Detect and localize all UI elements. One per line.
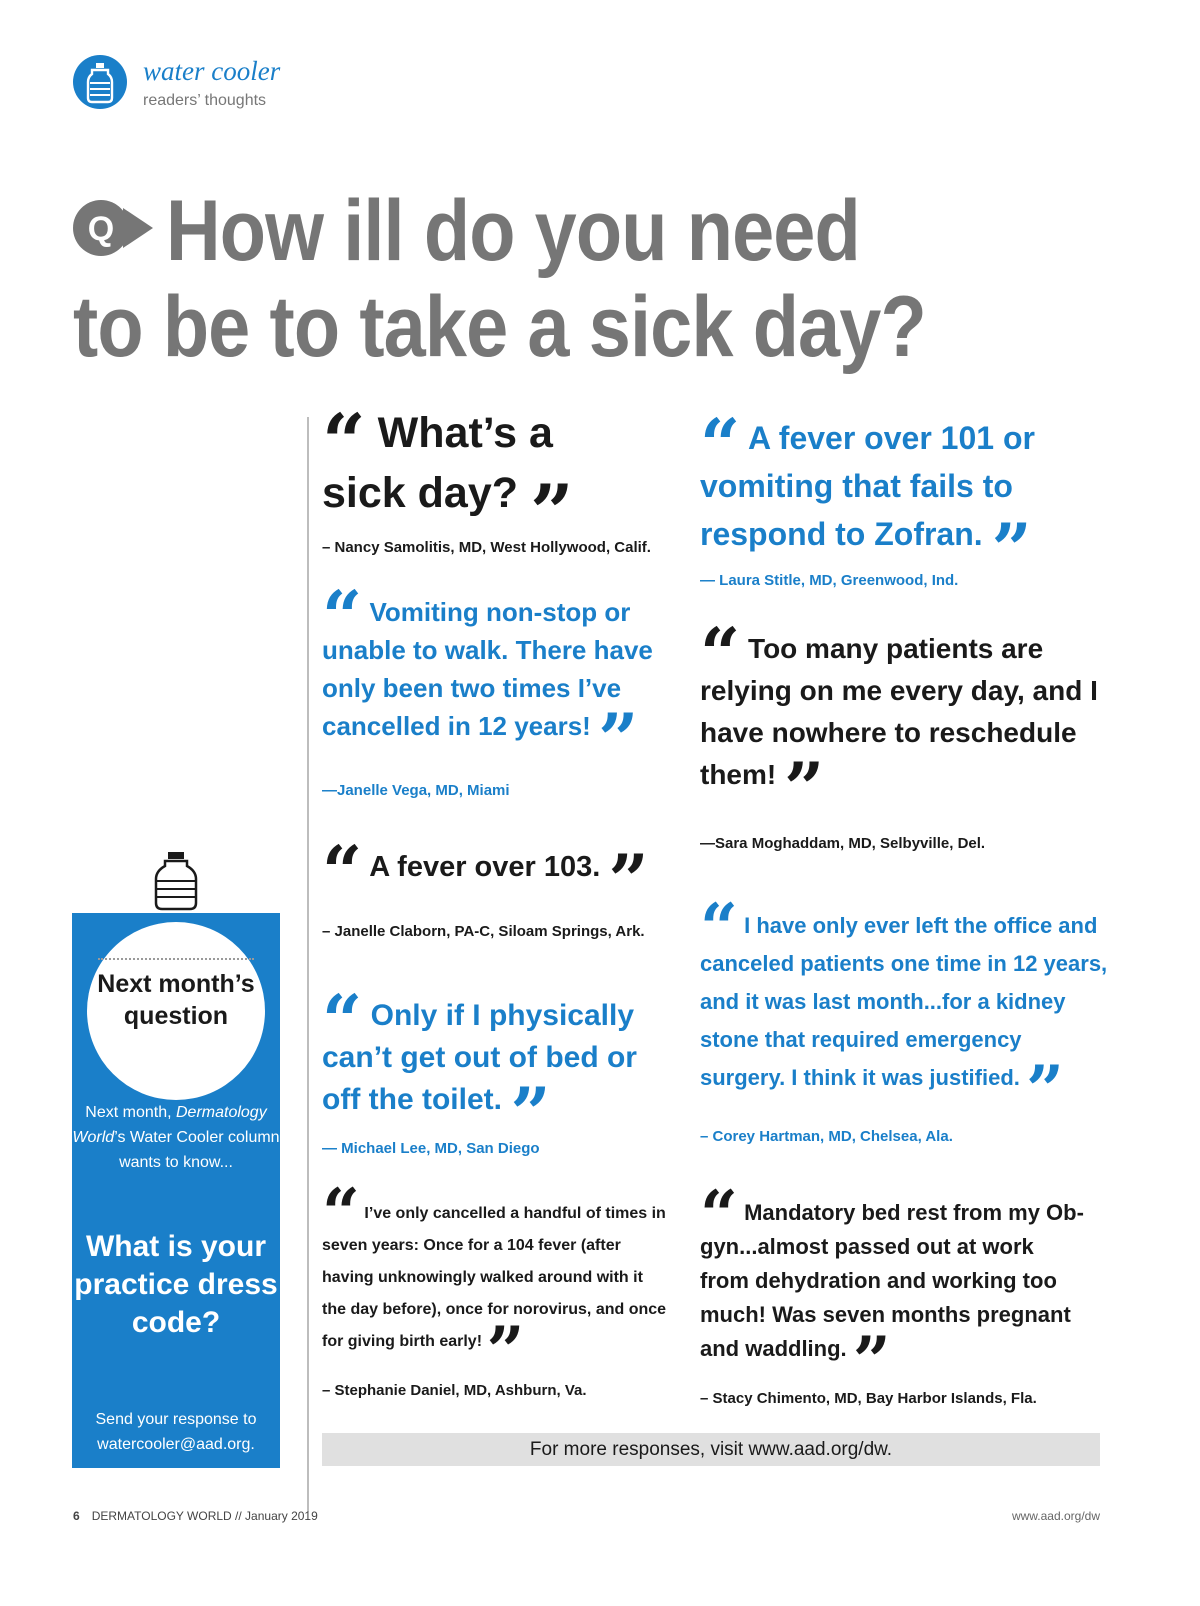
quote-text: I’ve only cancelled a handful of times in seven years: Once for a 104 fever (after having unknowingly walked around with it the day before), once for norovirus, and once for giving birth early! <box>322 1205 667 1350</box>
section-title: water cooler <box>143 56 281 86</box>
quote-7 <box>700 611 1100 831</box>
quote-author: – Janelle Claborn, PA-C, Siloam Springs, Ark. <box>322 923 645 940</box>
dotted-divider <box>98 958 254 960</box>
close-quote-icon: ” <box>784 747 825 831</box>
water-cooler-badge <box>73 55 127 109</box>
close-quote-icon: ” <box>598 698 639 782</box>
headline-line-2: to be to take a sick day? <box>73 279 926 375</box>
close-quote-icon: ” <box>991 508 1032 592</box>
publication-info: DERMATOLOGY WORLD // January 2019 <box>91 1509 318 1523</box>
open-quote-icon: “ <box>700 889 738 968</box>
open-quote-icon: “ <box>322 829 363 913</box>
question-badge <box>71 198 155 265</box>
q-letter: Q <box>87 210 115 248</box>
water-bottle-icon <box>151 851 201 916</box>
quote-text: Only if I physically can’t get out of bed or off the toilet. <box>322 999 637 1116</box>
section-subtitle: readers’ thoughts <box>143 92 267 109</box>
quote-5 <box>322 1174 667 1390</box>
close-quote-icon: ” <box>529 467 574 557</box>
close-quote-icon: ” <box>1026 1050 1064 1129</box>
more-responses-bar: For more responses, visit www.aad.org/dw. <box>322 1433 1100 1466</box>
open-quote-icon: “ <box>322 574 363 658</box>
close-quote-icon: ” <box>510 1072 551 1156</box>
send-response-text: Send your response to watercooler@aad.org. <box>95 1411 257 1453</box>
water-bottle-icon <box>73 55 127 109</box>
quote-text: Mandatory bed rest from my Ob-gyn...almost passed out at work from dehydration and working too much! Was seven months pregnant and waddling. <box>700 1200 1084 1361</box>
open-quote-icon: “ <box>322 397 366 487</box>
quote-text: A fever over 103. <box>369 851 601 883</box>
publication-name: Dermatology World <box>72 1104 267 1146</box>
quote-2 <box>322 574 667 782</box>
quote-author: – Corey Hartman, MD, Chelsea, Ala. <box>700 1128 953 1145</box>
quote-text: A fever over 101 or vomiting that fails to respond to Zofran. <box>700 420 1035 552</box>
quote-author: — Laura Stitle, MD, Greenwood, Ind. <box>700 572 959 589</box>
quote-author: —Janelle Vega, MD, Miami <box>322 782 510 799</box>
quote-text: Too many patients are relying on me every day, and I have nowhere to reschedule them! <box>700 633 1098 790</box>
close-quote-icon: ” <box>852 1321 891 1400</box>
open-quote-icon: “ <box>700 611 741 695</box>
quote-text: Vomiting non-stop or unable to walk. There have only been two times I’ve cancelled in 12 years! <box>322 597 653 741</box>
next-month-label: Next month’s question <box>97 970 255 1030</box>
next-month-question: What is your practice dress code? <box>74 1230 278 1339</box>
quote-author: — Michael Lee, MD, San Diego <box>322 1140 540 1157</box>
column-divider <box>307 417 309 1512</box>
headline-line-1: How ill do you need <box>166 183 860 279</box>
footer-left <box>73 1509 318 1523</box>
open-quote-icon: “ <box>700 402 741 486</box>
open-quote-icon: “ <box>700 1176 738 1255</box>
quote-author: —Sara Moghaddam, MD, Selbyville, Del. <box>700 835 986 852</box>
quote-author: – Stephanie Daniel, MD, Ashburn, Va. <box>322 1382 587 1399</box>
open-quote-icon: “ <box>322 978 363 1062</box>
quote-text: What’s a sick day? <box>322 409 553 517</box>
close-quote-icon: ” <box>608 839 649 923</box>
next-month-intro: Next month, Dermatology World’s Water Cooler column wants to know... <box>72 1104 280 1171</box>
quote-8 <box>700 889 1110 1129</box>
quote-3 <box>322 829 682 923</box>
quote-author: – Stacy Chimento, MD, Bay Harbor Islands, Fla. <box>700 1390 1037 1407</box>
open-quote-icon: “ <box>322 1174 360 1253</box>
close-quote-icon: ” <box>486 1311 525 1390</box>
quote-text: I have only ever left the office and canceled patients one time in 12 years, and it was last month...for a kidney stone that required emergency surgery. I think it was justified. <box>700 913 1108 1090</box>
quote-author: – Nancy Samolitis, MD, West Hollywood, Calif. <box>322 539 651 556</box>
footer-url: www.aad.org/dw <box>1011 1509 1100 1523</box>
page-number: 6 <box>73 1509 80 1523</box>
